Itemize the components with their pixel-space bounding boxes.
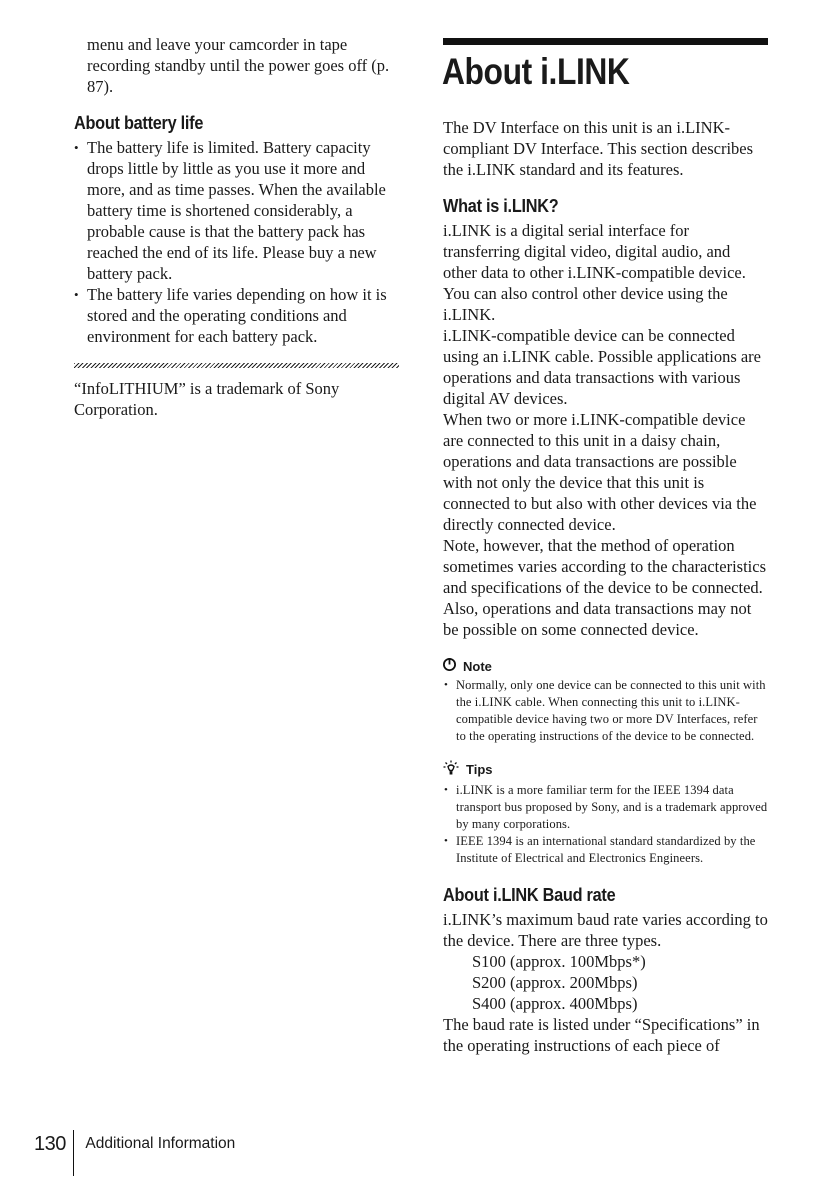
page-number: 130 [34,1133,66,1155]
note-list [443,677,768,745]
what-paragraph: Note, however, that the method of operation sometimes varies according to the characteristics and specifications of the device to be connected. Also, operations and data transactions may not be possible on some connected device. [443,536,766,639]
baud-rate-item: S200 (approx. 200Mbps) [472,973,638,992]
list-item: • IEEE 1394 is an international standard standardized by the Institute of Electrical and Electronics Engineers. [443,833,768,867]
baud-rate-heading: About i.LINK Baud rate [443,884,616,905]
note-label: Note [463,658,492,674]
note-icon [443,658,456,674]
note-header [443,658,768,674]
left-column [74,34,402,420]
right-column [443,38,768,1056]
baud-rate-item: S100 (approx. 100Mbps*) [472,952,646,971]
what-paragraph: i.LINK-compatible device can be connected using an i.LINK cable. Possible applications are operations and data transactions with various digital AV devices. [443,326,762,408]
section-label: Additional Information [85,1135,236,1152]
title-rule [443,38,768,45]
baud-intro: i.LINK’s maximum baud rate varies according to the device. There are three types. [443,910,768,950]
battery-life-heading: About battery life [74,112,204,133]
baud-rate-item: S400 (approx. 400Mbps) [472,994,638,1013]
lightbulb-icon [443,760,459,779]
what-paragraph: i.LINK is a digital serial interface for transferring digital video, digital audio, and other data to other i.LINK-compatible device. You can also control other device using the i.LINK. [443,221,746,324]
continued-paragraph: menu and leave your camcorder in tape recording standby until the power goes off (p. 87). [87,35,390,96]
page-footer [34,1133,235,1179]
page-title: About i.LINK [442,51,630,92]
list-item: • The battery life varies depending on how it is stored and the operating conditions and environment for each battery pack. [74,284,402,347]
section-divider [74,363,399,368]
what-is-ilink-heading: What is i.LINK? [443,195,559,216]
tips-list [443,782,768,867]
tips-header [443,760,768,779]
battery-bullet-list [74,137,402,347]
trademark-note: “InfoLITHIUM” is a trademark of Sony Corporation. [74,379,340,419]
what-paragraph: When two or more i.LINK-compatible device are connected to this unit in a daisy chain, operations and data transactions are possible with not only the device that this unit is connected to but also with other devices via the directly connected device. [443,410,757,534]
intro-paragraph: The DV Interface on this unit is an i.LINK-compliant DV Interface. This section describes the i.LINK standard and its features. [443,118,754,179]
list-item: • i.LINK is a more familiar term for the IEEE 1394 data transport bus proposed by Sony, and is a trademark approved by many corporations. [443,782,768,833]
baud-outro: The baud rate is listed under “Specifications” in the operating instructions of each piece of [443,1015,760,1055]
list-item: • The battery life is limited. Battery capacity drops little by little as you use it more and more, and as time passes. When the available battery time is shortened considerably, a probable cause is that the battery pack has reached the end of its life. Please buy a new battery pack. [74,137,402,284]
list-item: • Normally, only one device can be connected to this unit with the i.LINK cable. When connecting this unit to i.LINK-compatible device having two or more DV Interfaces, refer to the operating instructions of the device to be connected. [443,677,768,745]
tips-label: Tips [466,762,493,777]
